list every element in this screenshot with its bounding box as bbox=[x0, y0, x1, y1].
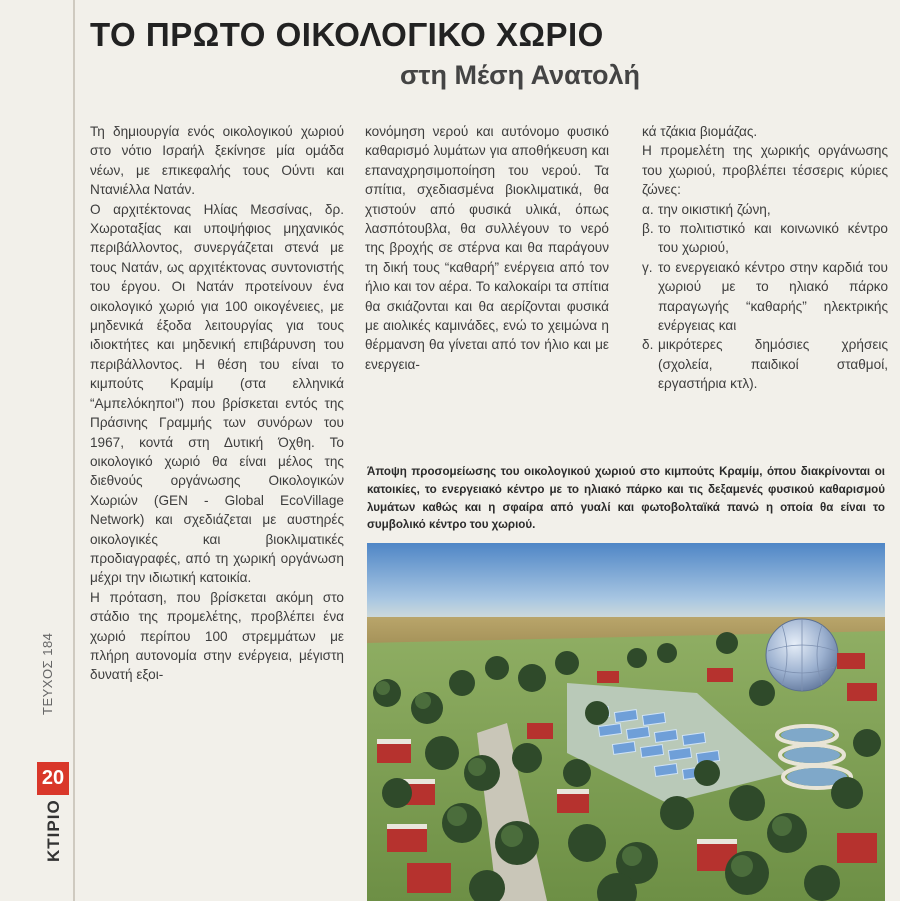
zone-text: μικρότερες δημόσιες χρήσεις (σχολεία, παιδικοί σταθμοί, εργαστήρια κτλ). bbox=[658, 337, 888, 392]
paragraph: κά τζάκια βιομάζας. bbox=[642, 124, 758, 139]
zone-text: το πολιτιστικό και κοινωνικό κέντρο του χωριού, bbox=[658, 221, 888, 256]
zone-label: β. bbox=[642, 221, 654, 237]
magazine-name: ΚΤΙΡΙΟ bbox=[44, 799, 63, 862]
zone-list-item bbox=[642, 219, 888, 258]
paragraph: Η πρόταση, που βρίσκεται ακόμη στο στάδιο της προμελέτης, προβλέπει ένα χωριό περίπου 100 στρεμμάτων με πλήρη αυτονομία στην ενέργεια, μέγιστη δυνατή εξοι- bbox=[90, 589, 344, 683]
issue-label: ΤΕΥΧΟΣ 184 bbox=[40, 632, 55, 715]
image-caption: Άποψη προσομείωσης του οικολογικού χωριού στο κιμπούτς Κραμίμ, όπου διακρίνονται οι κατοικίες, το ενεργειακό κέντρο με το ηλιακό πάρκο και τις δεξαμενές φυσικού καθαρισμού λυμάτων καθώς και η σφαίρα από γυαλί και φωτοβολταϊκά πανώ η οποία θα είναι το συμβολικό κέντρο του χωριού. bbox=[367, 465, 885, 532]
zone-label: α. bbox=[642, 201, 654, 217]
zone-list-item bbox=[642, 258, 888, 336]
paragraph: Τη δημιουργία ενός οικολογικού χωριού στο νότιο Ισραήλ ξεκίνησε μία ομάδα νέων, με επικεφαλής τους Ούντι και Ντανιέλλα Νατάν. bbox=[90, 124, 344, 198]
article-title: ΤΟ ΠΡΩΤΟ ΟΙΚΟΛΟΓΙΚΟ ΧΩΡΙΟ bbox=[90, 16, 604, 53]
paragraph: Ο αρχιτέκτονας Ηλίας Μεσσίνας, δρ. Χωροταξίας και υποψήφιος μηχανικός περιβάλλοντος, συνεργάζεται στενά με τους Νατάν, ως αρχιτέκτονας συντονιστής του έργου. Οι Νατάν προτείνουν ένα οικολογικό χωριό για 100 οικογένειες, με μηδενικά έξοδα λειτουργίας για τους ιδιοκτήτες και μηδενική επιβάρυνση του περιβάλλοντος. Η θέση του είναι το κιμπούτς Κραμίμ (στα ελληνικά “Αμπελόκηποι”) που βρίσκεται εντός της Πράσινης Γραμμής των συνόρων του 1967, κοντά στη Δυτική Όχθη. Το οικολογικό χωριό θα είναι μέλος της διεθνούς οργάνωσης Οικολογικών Χωριών (GEN - Global EcoVillage Network) και σχεδιάζεται με αυστηρές οικολογικές και βιοκλιματικές προδιαγραφές, από τη χωρική οργάνωση μέχρι την ιδιωτική κατοικία. bbox=[90, 201, 344, 586]
zone-list-item bbox=[642, 200, 888, 219]
text-column-1 bbox=[90, 122, 344, 685]
zone-text: την οικιστική ζώνη, bbox=[658, 201, 771, 217]
article-subtitle: στη Μέση Ανατολή bbox=[399, 60, 640, 90]
ecovillage-rendering bbox=[367, 543, 885, 901]
zone-list-item bbox=[642, 335, 888, 393]
zone-label: γ. bbox=[642, 259, 653, 275]
sidebar-divider bbox=[73, 0, 75, 901]
paragraph: κονόμηση νερού και αυτόνομο φυσικό καθαρισμό λυμάτων για αποθήκευση και επαναχρησιμοποίηση του νερού. Τα σπίτια, σχεδιασμένα βιοκλιματικά, θα χτιστούν από φυσικά υλικά, όπως λασπότουβλα, θα συλλέγουν το νερό της βροχής σε στέρνα και θα παράγουν τη δική τους “καθαρή” ενέργεια από τον ήλιο και τον αέρα. Το καλοκαίρι τα σπίτια θα σκιάζονται και θα αερίζονται φυσικά με αιολικές καμινάδες, ενώ το χειμώνα η θέρμανση θα γίνεται από τον ήλιο και με ενεργεια- bbox=[365, 124, 609, 372]
zone-text: το ενεργειακό κέντρο στην καρδιά του χωριού με το ηλιακό πάρκο παραγωγής “καθαρής” ηλεκτρικής ενέργειας και bbox=[658, 259, 888, 334]
paragraph: Η προμελέτη της χωρικής οργάνωσης του χωριού, προβλέπει τέσσερις κύριες ζώνες: bbox=[642, 143, 888, 198]
page-number-badge: 20 bbox=[37, 762, 69, 795]
text-column-2 bbox=[365, 122, 609, 374]
zone-label: δ. bbox=[642, 337, 654, 353]
text-column-3 bbox=[642, 122, 888, 394]
page-sidebar bbox=[0, 0, 75, 901]
